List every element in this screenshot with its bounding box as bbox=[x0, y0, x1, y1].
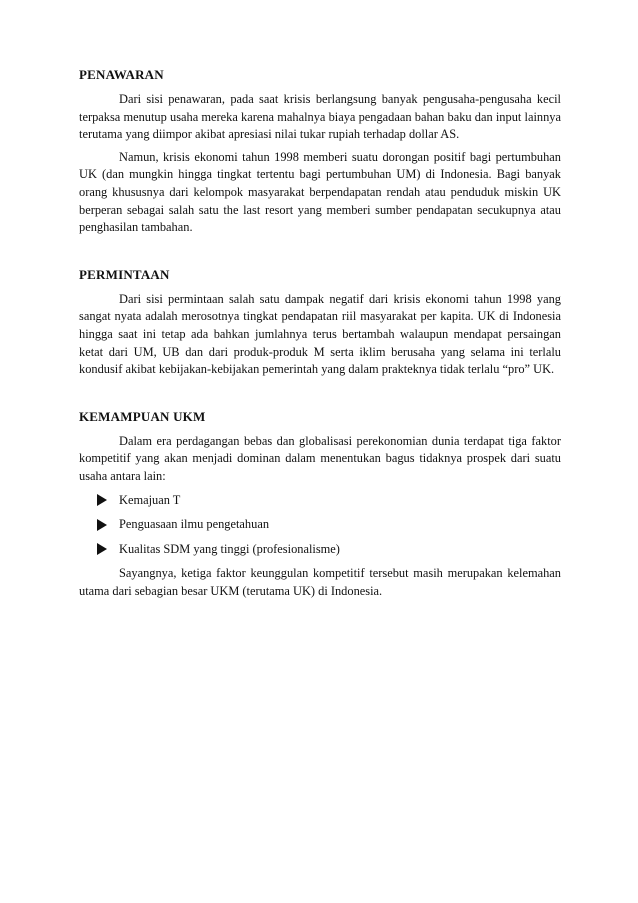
section-heading: KEMAMPUAN UKM bbox=[79, 408, 206, 424]
list-item bbox=[97, 541, 561, 559]
paragraph: Dari sisi penawaran, pada saat krisis berlangsung banyak pengusaha-pengusaha kecil terpaksa menutup usaha mereka karena mahalnya biaya pengadaan bahan baku dan input lainnya terutama yang diimpor akibat apresiasi nilai tukar rupiah terhadap dollar AS. bbox=[79, 92, 561, 142]
list-item bbox=[97, 516, 561, 534]
section-spacer bbox=[79, 242, 561, 266]
triangle-bullet-icon bbox=[97, 494, 107, 506]
section-permintaan bbox=[79, 266, 561, 379]
paragraph: Namun, krisis ekonomi tahun 1998 memberi suatu dorongan positif bagi pertumbuhan UK (dan mungkin hingga tingkat tertentu bagi pertumbuhan UM) di Indonesia. Bagi banyak orang khususnya dari kelompok masyarakat berpendapatan rendah atau penduduk miskin UK berperan sebagai salah satu the last resort yang memberi sumber pendapatan secukupnya atau penghasilan tambahan. bbox=[79, 149, 561, 235]
triangle-bullet-icon bbox=[97, 543, 107, 555]
paragraph: Dari sisi permintaan salah satu dampak negatif dari krisis ekonomi tahun 1998 yang sangat nyata adalah merosotnya tingkat pendapatan riil masyarakat per kapita. UK di Indonesia hingga saat ini tetap ada bahkan jumlahnya terus bertambah walaupun mendapat persaingan ketat dari UM, UB dan dari produk-produk M serta iklim berusaha yang selama ini terlalu kondusif akibat kebijakan-kebijakan pemerintah yang dalam prakteknya tidak terlalu “pro” UK. bbox=[79, 291, 561, 377]
section-spacer bbox=[79, 384, 561, 408]
paragraph: Dalam era perdagangan bebas dan globalisasi perekonomian dunia terdapat tiga faktor kompetitif yang akan menjadi dominan dalam menentukan bagus tidaknya prospek dari suatu usaha antara lain: bbox=[79, 433, 561, 483]
bullet-list bbox=[79, 492, 561, 559]
section-heading: PENAWARAN bbox=[79, 67, 164, 82]
section-penawaran bbox=[79, 66, 561, 237]
paragraph: Sayangnya, ketiga faktor keunggulan kompetitif tersebut masih merupakan kelemahan utama dari sebagian besar UKM (terutama UK) di Indonesia. bbox=[79, 566, 561, 598]
document-page bbox=[79, 66, 561, 605]
list-item-text: Kemajuan T bbox=[119, 492, 181, 507]
section-heading: PERMINTAAN bbox=[79, 266, 170, 282]
list-item-text: Kualitas SDM yang tinggi (profesionalisme) bbox=[119, 541, 340, 556]
list-item-text: Penguasaan ilmu pengetahuan bbox=[119, 517, 270, 532]
triangle-bullet-icon bbox=[97, 519, 107, 531]
list-item bbox=[97, 492, 561, 510]
section-kemampuan-ukm bbox=[79, 408, 561, 601]
